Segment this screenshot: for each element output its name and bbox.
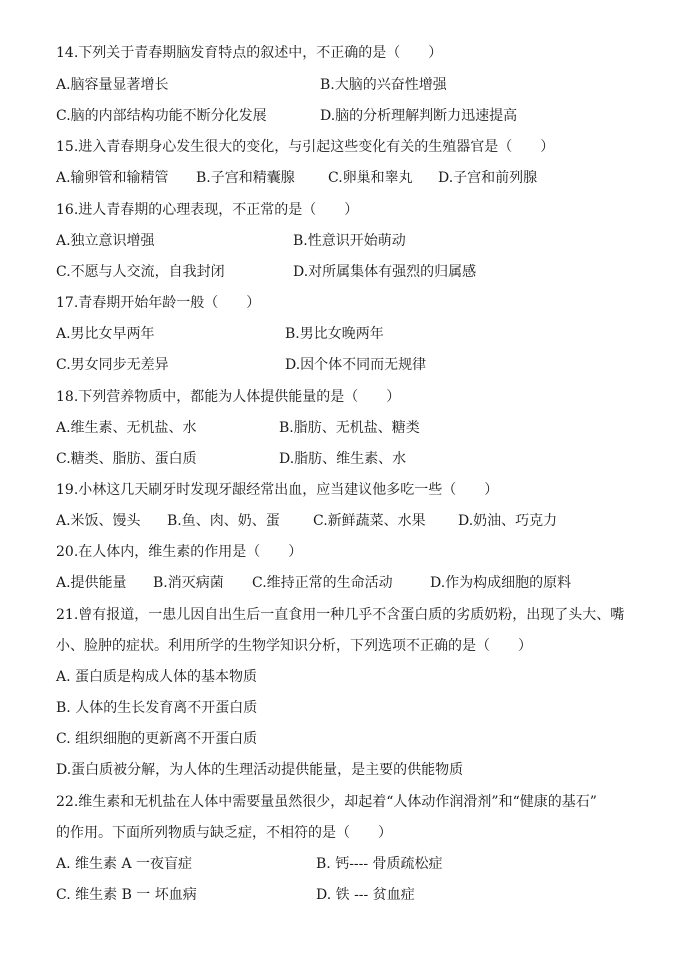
question-22-option-c: C. 维生素 B 一 坏血病 <box>56 887 197 903</box>
question-20-option-c: C.维持正常的生命活动 <box>252 575 393 591</box>
question-17-option-a: A.男比女早两年 <box>56 326 155 342</box>
question-21-option-c: C. 组织细胞的更新离不开蛋白质 <box>56 731 258 747</box>
question-19-option-b: B.鱼、肉、奶、蛋 <box>167 513 280 529</box>
question-21-option-b: B. 人体的生长发育离不开蛋白质 <box>56 700 258 716</box>
question-15-option-d: D.子宫和前列腺 <box>438 170 538 186</box>
question-18-option-a: A.维生素、无机盐、水 <box>56 420 197 436</box>
question-15-stem: 15.进入青春期身心发生很大的变化，与引起这些变化有关的生殖器官是（ ） <box>56 139 555 155</box>
question-16-option-b: B.性意识开始萌动 <box>293 233 406 249</box>
question-22-stem-line-1: 22.维生素和无机盐在人体中需要量虽然很少，却起着“人体动作润滑剂”和“健康的基石” <box>56 794 597 810</box>
question-21-option-a: A. 蛋白质是构成人体的基本物质 <box>56 669 258 685</box>
question-18-option-d: D.脂肪、维生素、水 <box>279 451 407 467</box>
question-21-stem-line-2: 小、脸肿的症状。利用所学的生物学知识分析，下列选项不正确的是（ ） <box>56 638 532 654</box>
question-17-option-b: B.男比女晚两年 <box>285 326 384 342</box>
question-14-option-b: B.大脑的兴奋性增强 <box>320 77 447 93</box>
question-19-stem: 19.小林这几天刷牙时发现牙龈经常出血，应当建议他多吃一些（ ） <box>56 482 499 498</box>
question-19-option-c: C.新鲜蔬菜、水果 <box>313 513 426 529</box>
question-20-option-a: A.提供能量 <box>56 575 127 591</box>
question-22-option-b: B. 钙---- 骨质疏松症 <box>316 856 443 872</box>
question-20-option-b: B.消灭病菌 <box>153 575 224 591</box>
question-14-option-d: D.脑的分析理解判断力迅速提高 <box>320 108 518 124</box>
question-15-option-a: A.输卵管和输精管 <box>56 170 169 186</box>
question-14-option-c: C.脑的内部结构功能不断分化发展 <box>56 108 267 124</box>
question-22-stem-line-2: 的作用。下面所列物质与缺乏症，不相符的是（ ） <box>56 825 392 841</box>
question-17-option-d: D.因个体不同而无规律 <box>285 357 427 373</box>
question-21-stem-line-1: 21.曾有报道，一患儿因自出生后一直食用一种几乎不含蛋白质的劣质奶粉，出现了头大、嘴 <box>56 607 625 623</box>
question-18-option-b: B.脂肪、无机盐、糖类 <box>279 420 420 436</box>
question-22-option-a: A. 维生素 A 一夜盲症 <box>56 856 193 872</box>
question-21-option-d: D.蛋白质被分解，为人体的生理活动提供能量，是主要的供能物质 <box>56 762 464 778</box>
question-20-option-d: D.作为构成细胞的原料 <box>430 575 572 591</box>
question-19-option-a: A.米饭、馒头 <box>56 513 141 529</box>
question-15-option-b: B.子宫和精囊腺 <box>196 170 295 186</box>
question-18-stem: 18.下列营养物质中，都能为人体提供能量的是（ ） <box>56 389 401 405</box>
question-16-option-d: D.对所属集体有强烈的归属感 <box>293 264 477 280</box>
question-17-stem: 17.青春期开始年龄一般（ ） <box>56 295 261 311</box>
question-15-option-c: C.卵巢和睾丸 <box>328 170 413 186</box>
question-20-stem: 20.在人体内，维生素的作用是（ ） <box>56 544 303 560</box>
question-16-option-c: C.不愿与人交流，自我封闭 <box>56 264 225 280</box>
question-16-stem: 16.进人青春期的心理表现，不正常的是（ ） <box>56 202 359 218</box>
question-14-option-a: A.脑容量显著增长 <box>56 77 169 93</box>
question-18-option-c: C.糖类、脂肪、蛋白质 <box>56 451 197 467</box>
question-19-option-d: D.奶油、巧克力 <box>458 513 558 529</box>
question-16-option-a: A.独立意识增强 <box>56 233 155 249</box>
question-17-option-c: C.男女同步无差异 <box>56 357 169 373</box>
question-14-stem: 14.下列关于青春期脑发育特点的叙述中，不正确的是（ ） <box>56 45 443 61</box>
question-22-option-d: D. 铁 --- 贫血症 <box>316 887 415 903</box>
